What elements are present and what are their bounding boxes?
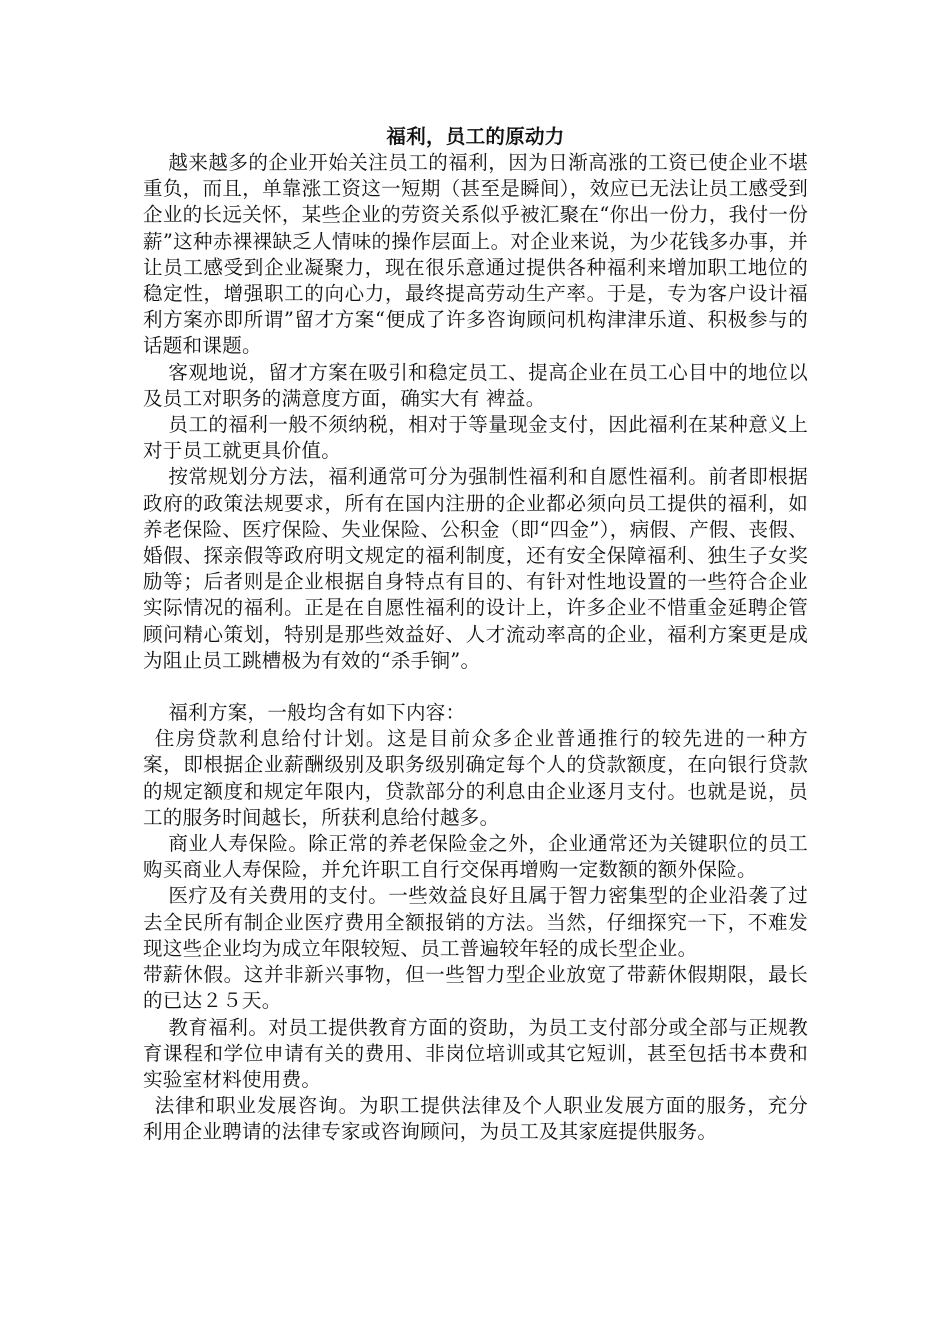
- paragraph-life-insurance: 商业人寿保险。除正常的养老保险金之外，企业通常还为关键职位的员工购买商业人寿保险，并允许职工自行交保再增购一定数额的额外保险。: [143, 832, 808, 882]
- paragraph-contents-heading: 福利方案，一般均含有如下内容：: [168, 701, 466, 725]
- blank-line: [143, 674, 808, 700]
- paragraph-education: 教育福利。对员工提供教育方面的资助，为员工支付部分或全部与正规教育课程和学位申请有关的费用、非岗位培训或其它短训，甚至包括书本费和实验室材料使用费。: [143, 1015, 808, 1091]
- paragraph-legal-consulting: 法律和职业发展咨询。为职工提供法律及个人职业发展方面的服务，充分利用企业聘请的法律专家或咨询顾问，为员工及其家庭提供服务。: [143, 1094, 808, 1144]
- paragraph-intro: 越来越多的企业开始关注员工的福利，因为日渐高涨的工资已使企业不堪重负，而且，单靠涨工资这一短期（甚至是瞬间），效应已无法让员工感受到企业的长远关怀，某些企业的劳资关系似乎被汇聚在“你出一份力，我付一份薪”这种赤裸裸缺乏人情味的操作层面上。对企业来说，为少花钱多办事，并让员工感受到企业凝聚力，现在很乐意通过提供各种福利来增加职工地位的稳定性，增强职工的向心力，最终提高劳动生产率。于是，专为客户设计福利方案亦即所谓”留才方案“便成了许多咨询顾问机构津津乐道、积极参与的话题和课题。: [143, 151, 808, 358]
- paragraph-paid-leave: 带薪休假。这并非新兴事物，但一些智力型企业放宽了带薪休假期限，最长的已达２５天。: [143, 963, 808, 1013]
- paragraph-medical: 医疗及有关费用的支付。一些效益良好且属于智力密集型的企业沿袭了过去全民所有制企业医疗费用全额报销的方法。当然，仔细探究一下，不难发现这些企业均为成立年限较短、员工普遍较年轻的成长型企业。: [143, 884, 808, 960]
- paragraph-retention-plan: 客观地说，留才方案在吸引和稳定员工、提高企业在员工心目中的地位以及员工对职务的满意度方面，确实大有 裨益。: [143, 360, 808, 410]
- document-title: 福利，员工的原动力: [386, 125, 565, 148]
- document-page: [143, 124, 808, 1146]
- paragraph-classification: 按常规划分方法，福利通常可分为强制性福利和自愿性福利。前者即根据政府的政策法规要求，所有在国内注册的企业都必须向员工提供的福利，如养老保险、医疗保险、失业保险、公积金（即“四金”），病假、产假、丧假、婚假、探亲假等政府明文规定的福利制度，还有安全保障福利、独生子女奖励等；后者则是企业根据自身特点有目的、有针对性地设置的一些符合企业实际情况的福利。正是在自愿性福利的设计上，许多企业不惜重金延聘企管顾问精心策划，特别是那些效益好、人才流动率高的企业，福利方案更是成为阻止员工跳槽极为有效的“杀手锏”。: [143, 465, 808, 672]
- paragraph-tax: 员工的福利一般不须纳税，相对于等量现金支付，因此福利在某种意义上对于员工就更具价值。: [143, 413, 808, 463]
- paragraph-housing-loan: 住房贷款利息给付计划。这是目前众多企业普通推行的较先进的一种方案，即根据企业薪酬级别及职务级别确定每个人的贷款额度，在向银行贷款的规定额度和规定年限内，贷款部分的利息由企业逐月支付。也就是说，员工的服务时间越长，所获利息给付越多。: [143, 727, 808, 829]
